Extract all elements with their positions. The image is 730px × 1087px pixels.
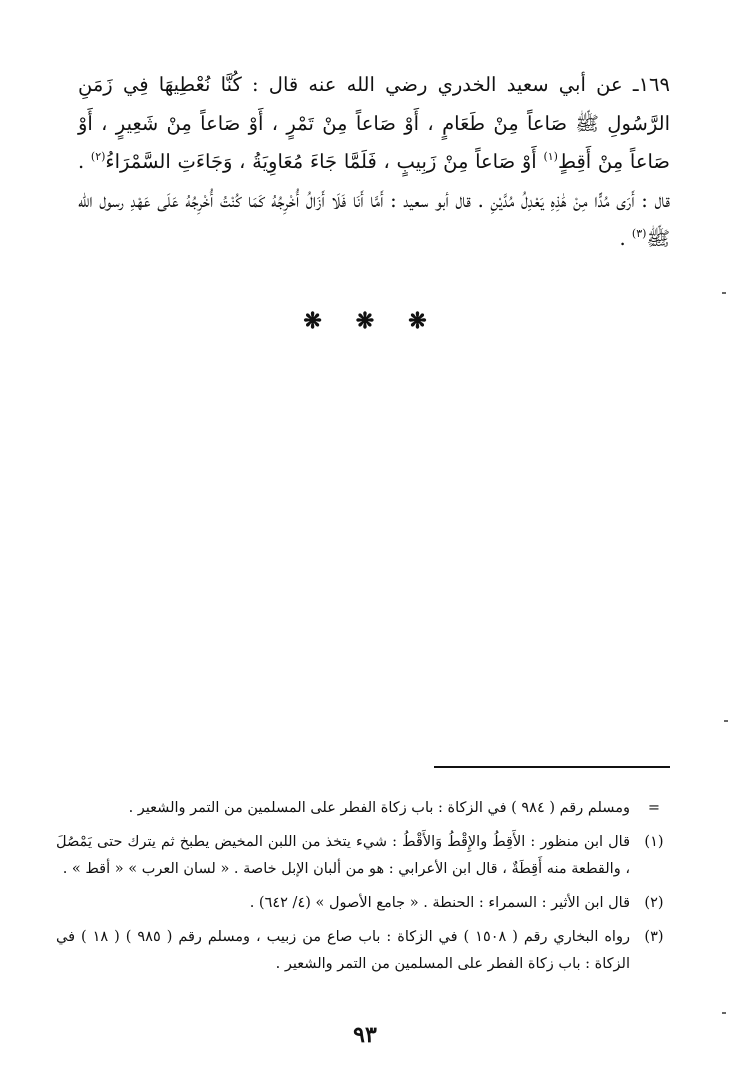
footnote-3 xyxy=(56,924,672,978)
hadith-paragraph xyxy=(78,66,670,259)
hadith-text-part2: أَوْ صَاعاً مِنْ زَبِيبٍ ، فَلَمَّا جَاءَ مُعَاوِيَةُ ، وَجَاءَتِ السَّمْرَاءُ xyxy=(105,150,544,173)
footnote-mark: (٢) xyxy=(644,895,664,911)
footnote-mark: (٣) xyxy=(644,929,664,945)
footnote-text: رواه البخاري رقم ( ١٥٠٨ ) في الزكاة : باب صاع من زبيب ، ومسلم رقم ( ٩٨٥ ) ( ١٨ ) في الزكاة : باب زكاة الفطر على المسلمين من التمر والشعير . xyxy=(56,929,630,972)
hadith-text-end: . xyxy=(619,227,632,250)
footnote-text: ومسلم رقم ( ٩٨٤ ) في الزكاة : باب زكاة الفطر على المسلمين من التمر والشعير . xyxy=(128,800,630,816)
footnote-1 xyxy=(56,829,672,883)
footnote-text: قال ابن الأثير : السمراء : الحنطة . « جامع الأصول » (٤/ ٦٤٢) . xyxy=(249,895,630,911)
footnote-ref-2: (٢) xyxy=(90,150,106,163)
asterisk-ornament-icon: ❋ xyxy=(303,308,322,334)
page-number: ٩٣ xyxy=(353,1022,377,1048)
hadith-text-part1: عن أبي سعيد الخدري رضي الله عنه قال : كُنَّا نُعْطِيهَا فِي زَمَنِ الرَّسُولِ ﷺ صَاعاً مِنْ طَعَامٍ ، أَوْ صَاعاً مِنْ تَمْرٍ ، أَوْ صَاعاً مِنْ شَعِيرٍ ، أَوْ صَاعاً مِنْ أَقِطٍ xyxy=(78,73,670,173)
asterisk-ornament-icon: ❋ xyxy=(408,308,427,334)
scan-edge-mark xyxy=(722,1012,726,1014)
footnote-mark: = xyxy=(647,800,661,816)
footnote-text: قال ابن منظور : الأَقِطُ والإِقْطُ وَالأَقْطُ : شيء يتخذ من اللبن المخيض يطبخ ثم يترك حتى يَمْصُلَ ، والقطعة منه أَقِطَةٌ ، قال ابن الأعرابي : هو من ألبان الإبل خاصة . « لسان العرب » « أقط » . xyxy=(56,834,630,877)
footnotes xyxy=(56,795,672,985)
hadith-text-part3: . قال : أَرَى مُدًّا مِنْ هَٰذِهِ يَعْدِلُ مُدَّيْنِ . قال أبو سعيد : أَمَّا أَنَا فَلَا أَزَالُ أُخْرِجُهُ كَمَا كُنْتُ أُخْرِجُهُ عَلَى عَهْدِ رسول الله ﷺ xyxy=(78,150,670,250)
scan-edge-mark xyxy=(722,292,726,294)
asterisk-ornament-icon: ❋ xyxy=(355,308,375,334)
hadith-number: ١٦٩ـ xyxy=(632,73,670,96)
scan-edge-mark xyxy=(724,720,728,722)
footnote-ref-1: (١) xyxy=(543,150,558,163)
footnote-divider xyxy=(434,766,670,768)
footnote-2 xyxy=(56,890,672,917)
footnote-mark: (١) xyxy=(644,834,664,850)
footnote-continuation xyxy=(56,795,672,822)
section-separator xyxy=(0,308,730,334)
footnote-ref-3: (٣) xyxy=(631,227,647,240)
